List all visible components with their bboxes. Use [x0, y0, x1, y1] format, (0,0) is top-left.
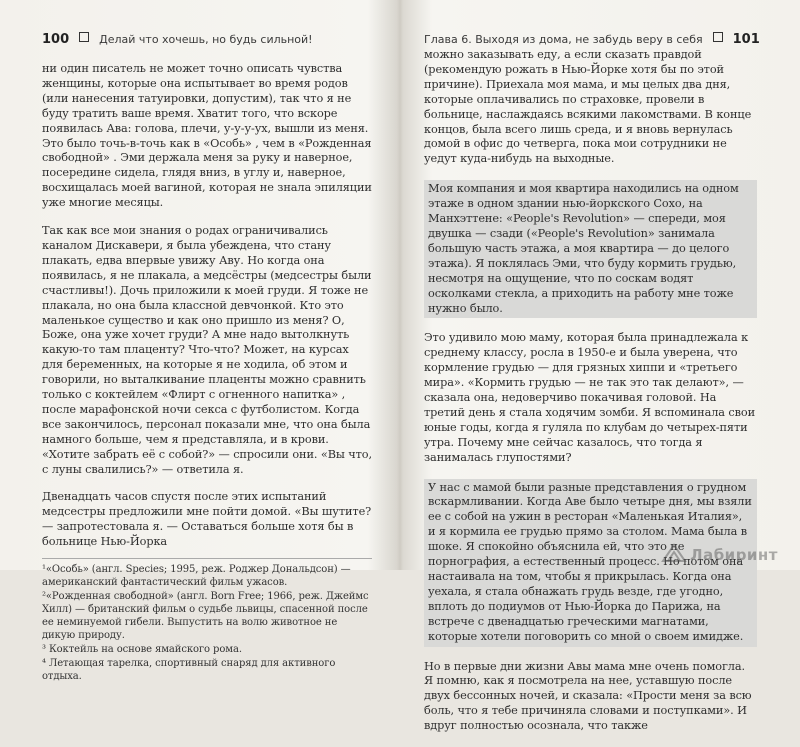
left-text-column — [42, 62, 372, 684]
highlighted-paragraph: Моя компания и моя квартира находились на одном этаже в одном здании нью-йоркского Сохо, на Манхэттене: «People's Revolution» — спереди, моя двушка — сзади («People's Revolution» занимала большую часть этажа, а моя квартира — до целого этажа). Я поклялась Эми, что буду кормить грудью, несмотря на ощущение, что по соскам водят осколками стекла, а приходить на работу мне тоже нужно было. — [424, 180, 757, 318]
paragraph: Это удивило мою маму, которая была принадлежала к среднему классу, росла в 1950-е и была уверена, что кормление грудью — для грязных хиппи и «третьего мира». «Кормить грудью — не так это так делают», — сказала она, недоверчиво покачивая головой. На третий день я стала ходячим зомби. Я вспоминала свои юные годы, когда я гуляла по клубам до четырех-пяти утра. Почему мне сейчас казалось, что тогда я занималась глупостями? — [424, 331, 756, 464]
square-bullet-icon — [713, 32, 723, 42]
labyrinth-logo-icon — [661, 543, 687, 563]
right-running-title: Глава 6. Выходя из дома, не забудь веру в себя — [424, 33, 703, 46]
footnote: ¹«Особь» (англ. Species; 1995, реж. Роджер Дональдсон) — американский фантастический фильм ужасов. — [42, 564, 351, 589]
left-running-title: Делай что хочешь, но будь сильной! — [99, 33, 313, 46]
watermark — [661, 543, 778, 564]
footnote: ⁴ Летающая тарелка, спортивный снаряд для активного отдыха. — [42, 658, 336, 683]
footnote: ²«Рожденная свободной» (англ. Born Free; 1966, реж. Джеймс Хилл) — британский фильм о судьбе львицы, спасенной после ее неминуемой гибели. Выпустить на волю животное не дикую природу. — [42, 591, 369, 642]
square-bullet-icon — [79, 32, 89, 42]
right-running-head — [424, 32, 760, 47]
paragraph: можно заказывать еду, а если сказать правдой (рекомендую рожать в Нью-Йорке хотя бы по этой причине). Приехала моя мама, и мы целых два дня, которые оплачивались по страховке, провели в больнице, наслаждаясь всякими лакомствами. В конце концов, была всего лишь среда, и я вновь вернулась домой в офис до четверга, пока мои сотрудники не уедут куда-нибудь на выходные. — [424, 48, 752, 166]
left-page — [0, 0, 400, 683]
footnotes — [42, 558, 372, 683]
right-page — [400, 0, 800, 733]
right-text-column — [424, 48, 757, 747]
left-running-head — [42, 32, 313, 47]
paragraph: Но в первые дни жизни Авы мама мне очень помогла. Я помню, как я посмотрела на нее, уставшую после двух бессонных ночей, и сказала: «Прости меня за всю боль, что я тебе причиняла словами и поступками». И вдруг полностью осознала, что также — [424, 659, 752, 733]
paragraph: ни один писатель не может точно описать чувства женщины, которые она испытывает во время родов (или нанесения татуировки, допустим), так что я не буду тратить ваше время. Хватит того, что вскоре появилась Ава: голова, плечи, у-у-у-ух, вышли из меня. Это было точь-в-точь как в «Особь» , чем в «Рожденная свободной» . Эми держала меня за руку и наверное, посередине сидела, глядя вниз, в углу и, наверное, восхищалась моей вагиной, которая не знала эпиляции уже многие месяцы. — [42, 62, 372, 210]
right-page-number: 101 — [732, 32, 760, 47]
left-page-number: 100 — [42, 32, 70, 47]
paragraph: Двенадцать часов спустя после этих испытаний медсестры предложили мне пойти домой. «Вы шутите? — запротестовала я. — Оставаться больше хотя бы в больнице Нью-Йорка — [42, 490, 372, 549]
paragraph: Так как все мои знания о родах ограничивались каналом Дискавери, я была убеждена, что стану плакать, едва впервые увижу Аву. Но когда она появилась, я не плакала, а медсёстры (медсестры были счастливы!). Дочь приложили к моей груди. Я тоже не плакала, но она была классной девчонкой. Кто это маленькое существо и как оно пришло из меня? О, Боже, она уже хочет груди? А мне надо вытолкнуть какую-то там плаценту? Что-что? Может, на курсах для беременных, на которые я не ходила, об этом и говорили, но выталкивание плаценты можно сравнить только с коктейлем «Флирт с огненного напитка» , после марафонской ночи секса с футболистом. Когда все закончилось, персонал показали мне, что она была намного больше, чем я представляла, и в крови. «Хотите забрать её с собой?» — спросили они. «Вы что, с луны свалились?» — ответила я. — [42, 224, 372, 476]
highlighted-paragraph: У нас с мамой были разные представления о грудном вскармливании. Когда Аве было четыре дня, мы взяли ее с собой на ужин в ресторан «Маленькая Италия», и я кормила ее грудью прямо за столом. Мама была в шоке. Я спокойно объяснила ей, что это не порнография, а естественный процесс. Но потом она настаивала на том, чтобы я прикрылась. Когда она уехала, я стала обнажать грудь везде, где угодно, вплоть до подиумов от Нью-Йорка до Парижа, на встрече с двенадцатью греческими магнатами, которые хотели поговорить со мной о своем имидже. — [424, 479, 757, 647]
footnote: ³ Коктейль на основе ямайского рома. — [42, 644, 242, 656]
watermark-text: Лабиринт — [690, 546, 778, 564]
